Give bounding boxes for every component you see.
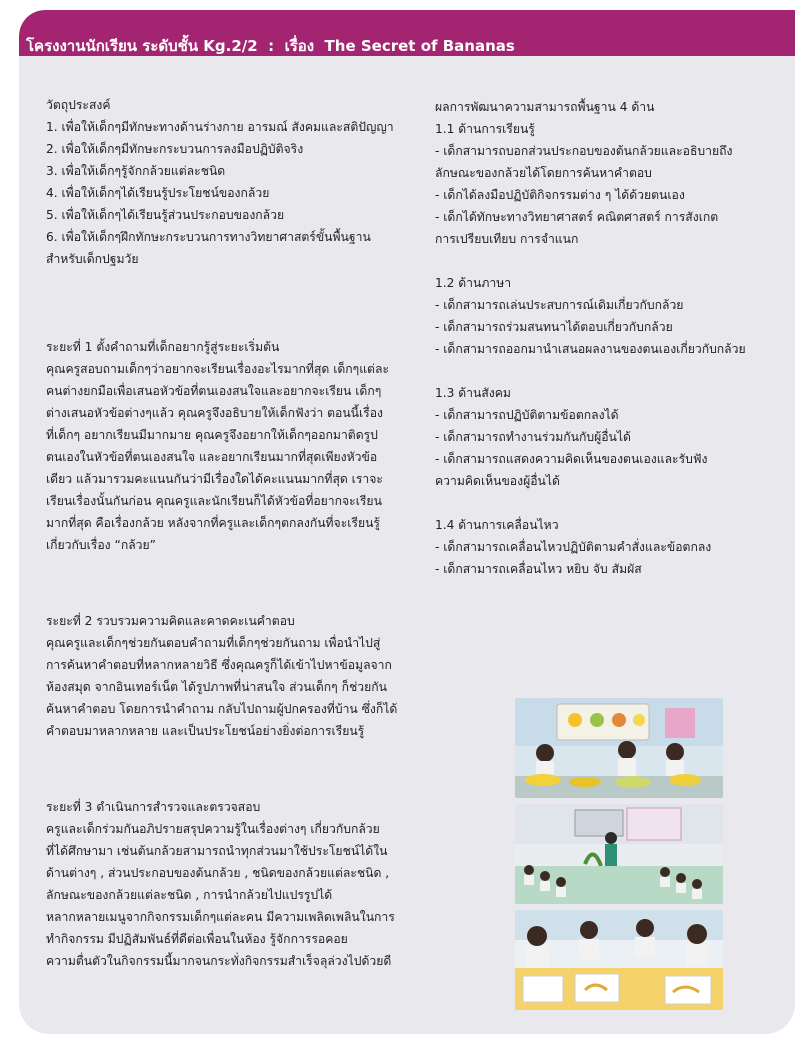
- section-line: - เด็กสามารถเคลื่อนไหว หยิบ จับ สัมผัส: [435, 562, 642, 576]
- phase1-heading: ระยะที่ 1 ตั้งคำถามที่เด็กอยากรู้สู่ระยะเริ่มต้น: [46, 340, 280, 354]
- classroom-photo-icon: [515, 910, 723, 1010]
- section-line: - เด็กสามารถแสดงความคิดเห็นของตนเองและรับฟัง: [435, 452, 708, 466]
- paragraph-line: ครูและเด็กร่วมกันอภิปรายสรุปความรู้ในเรื่องต่างๆ เกี่ยวกับกล้วย: [46, 822, 380, 836]
- photo-children-with-bananas: [515, 698, 723, 798]
- photo-children-drawing: [515, 910, 723, 1010]
- paragraph-line: ต่างเสนอหัวข้อต่างๆแล้ว คุณครูจึงอธิบายให้เด็กฟังว่า ตอนนี้เรื่อง: [46, 406, 383, 420]
- section-line: - เด็กสามารถออกมานำเสนอผลงานของตนเองเกี่ยวกับกล้วย: [435, 342, 746, 356]
- section-line: - เด็กสามารถปฏิบัติตามข้อตกลงได้: [435, 408, 619, 422]
- objective-item: 4. เพื่อให้เด็กๆได้เรียนรู้ประโยชน์ของกล้วย: [46, 186, 270, 200]
- paragraph-line: เดียว แล้วมารวมคะแนนกันว่ามีเรื่องใดได้คะแนนมากที่สุด เราจะ: [46, 472, 383, 486]
- paragraph-line: คำตอบมาหลากหลาย และเป็นประโยชน์อย่างยิ่งต่อการเรียนรู้: [46, 724, 365, 738]
- paragraph-line: เรียนเรื่องนั้นกันก่อน คุณครูและนักเรียนก็ได้หัวข้อที่อยากจะเรียน: [46, 494, 382, 508]
- section-line: - เด็กได้ทักษะทางวิทยาศาสตร์ คณิตศาสตร์ การสังเกต: [435, 210, 719, 224]
- section-line: - เด็กได้ลงมือปฏิบัติกิจกรรมต่าง ๆ ได้ด้วยตนเอง: [435, 188, 685, 202]
- phase3-heading: ระยะที่ 3 ดำเนินการสำรวจและตรวจสอบ: [46, 800, 261, 814]
- objectives-heading: วัตถุประสงค์: [46, 98, 111, 112]
- objective-item: 2. เพื่อให้เด็กๆมีทักษะกระบวนการลงมือปฏิบัติจริง: [46, 142, 304, 156]
- section-line: - เด็กสามารถทำงานร่วมกันกับผู้อื่นได้: [435, 430, 631, 444]
- objective-item: สำหรับเด็กปฐมวัย: [46, 252, 139, 266]
- paragraph-line: คนต่างยกมือเพื่อเสนอหัวข้อที่ตนเองสนใจและอยากจะเรียน เด็กๆ: [46, 384, 382, 398]
- section-title: 1.4 ด้านการเคลื่อนไหว: [435, 518, 559, 532]
- objective-item: 6. เพื่อให้เด็กๆฝึกทักษะกระบวนการทางวิทยาศาสตร์ขั้นพื้นฐาน: [46, 230, 371, 244]
- section-line: การเปรียบเทียบ การจำแนก: [435, 232, 579, 246]
- left-column: [46, 94, 416, 972]
- paragraph-line: เกี่ยวกับเรื่อง “กล้วย”: [46, 538, 156, 552]
- paragraph-line: คุณครูสอบถามเด็กๆว่าอยากจะเรียนเรื่องอะไรมากที่สุด เด็กๆแต่ละ: [46, 362, 389, 376]
- paragraph-line: ลักษณะของกล้วยแต่ละชนิด , การนำกล้วยไปแปรรูปได้: [46, 888, 333, 902]
- section-line: ลักษณะของกล้วยได้โดยการค้นหาคำตอบ: [435, 166, 652, 180]
- classroom-photo-icon: [515, 698, 723, 798]
- paragraph-line: คุณครูและเด็กๆช่วยกันตอบคำถามที่เด็กๆช่วยกันถาม เพื่อนำไปสู่: [46, 636, 381, 650]
- section-title: 1.3 ด้านสังคม: [435, 386, 511, 400]
- paragraph-line: ห้องสมุด จากอินเทอร์เน็ต ได้รูปภาพที่น่าสนใจ ส่วนเด็กๆ ก็ช่วยกัน: [46, 680, 387, 694]
- paragraph-line: การค้นหาคำตอบที่หลากหลายวิธี ซึ่งคุณครูก็ได้เข้าไปหาข้อมูลจาก: [46, 658, 392, 672]
- development-heading: ผลการพัฒนาความสามารถพื้นฐาน 4 ด้าน: [435, 100, 655, 114]
- paragraph-line: ตนเองในหัวข้อที่ตนเองสนใจ และอยากเรียนมากที่สุดเพียงหัวข้อ: [46, 450, 378, 464]
- section-title: 1.2 ด้านภาษา: [435, 276, 512, 290]
- section-line: ความคิดเห็นของผู้อื่นได้: [435, 474, 560, 488]
- objective-item: 1. เพื่อให้เด็กๆมีทักษะทางด้านร่างกาย อารมณ์ สังคมและสติปัญญา: [46, 120, 394, 134]
- paragraph-line: มากที่สุด คือเรื่องกล้วย หลังจากที่ครูและเด็กๆตกลงกันที่จะเรียนรู้: [46, 516, 380, 530]
- section-line: - เด็กสามารถเล่นประสบการณ์เดิมเกี่ยวกับกล้วย: [435, 298, 684, 312]
- paragraph-line: ทำกิจกรรม มีปฏิสัมพันธ์ที่ดีต่อเพื่อนในห้อง รู้จักการรอคอย: [46, 932, 348, 946]
- phase2-heading: ระยะที่ 2 รวบรวมความคิดและคาดคะเนคำตอบ: [46, 614, 295, 628]
- phase1-paragraph: [46, 358, 416, 556]
- paragraph-line: ด้านต่างๆ , ส่วนประกอบของต้นกล้วย , ชนิดของกล้วยแต่ละชนิด ,: [46, 866, 390, 880]
- objectives-list: [46, 116, 416, 270]
- paragraph-line: ค้นหาคำตอบ โดยการนำคำถาม กลับไปถามผู้ปกครองที่บ้าน ซึ่งก็ได้: [46, 702, 398, 716]
- paragraph-line: ความตื่นตัวในกิจกรรมนี้มากจนกระทั่งกิจกรรมสำเร็จลุล่วงไปด้วยดี: [46, 954, 392, 968]
- paragraph-line: หลากหลายเมนูจากกิจกรรมเด็กๆแต่ละคน มีความเพลิดเพลินในการ: [46, 910, 395, 924]
- objective-item: 3. เพื่อให้เด็กๆรู้จักกล้วยแต่ละชนิด: [46, 164, 226, 178]
- classroom-photo-icon: [515, 804, 723, 904]
- paragraph-line: ที่ได้ศึกษามา เช่นต้นกล้วยสามารถนำทุกส่วนมาใช้ประโยชน์ได้ใน: [46, 844, 388, 858]
- section-line: - เด็กสามารถบอกส่วนประกอบของต้นกล้วยและอธิบายถึง: [435, 144, 733, 158]
- paragraph-line: ที่เด็กๆ อยากเรียนมีมากมาย คุณครูจึงอยากให้เด็กๆออกมาติดรูป: [46, 428, 378, 442]
- section-line: - เด็กสามารถเคลื่อนไหวปฏิบัติตามคำสั่งและข้อตกลง: [435, 540, 712, 554]
- section-line: - เด็กสามารถร่วมสนทนาได้ตอบเกี่ยวกับกล้วย: [435, 320, 673, 334]
- phase3-paragraph: [46, 818, 416, 972]
- page-title: โครงงานนักเรียน ระดับชั้น Kg.2/2 : เรื่อง The Secret of Bananas: [26, 37, 515, 55]
- section-title: 1.1 ด้านการเรียนรู้: [435, 122, 535, 136]
- phase2-paragraph: [46, 632, 416, 742]
- right-column: [435, 96, 780, 580]
- objective-item: 5. เพื่อให้เด็กๆได้เรียนรู้ส่วนประกอบของกล้วย: [46, 208, 285, 222]
- photo-classroom-presentation: [515, 804, 723, 904]
